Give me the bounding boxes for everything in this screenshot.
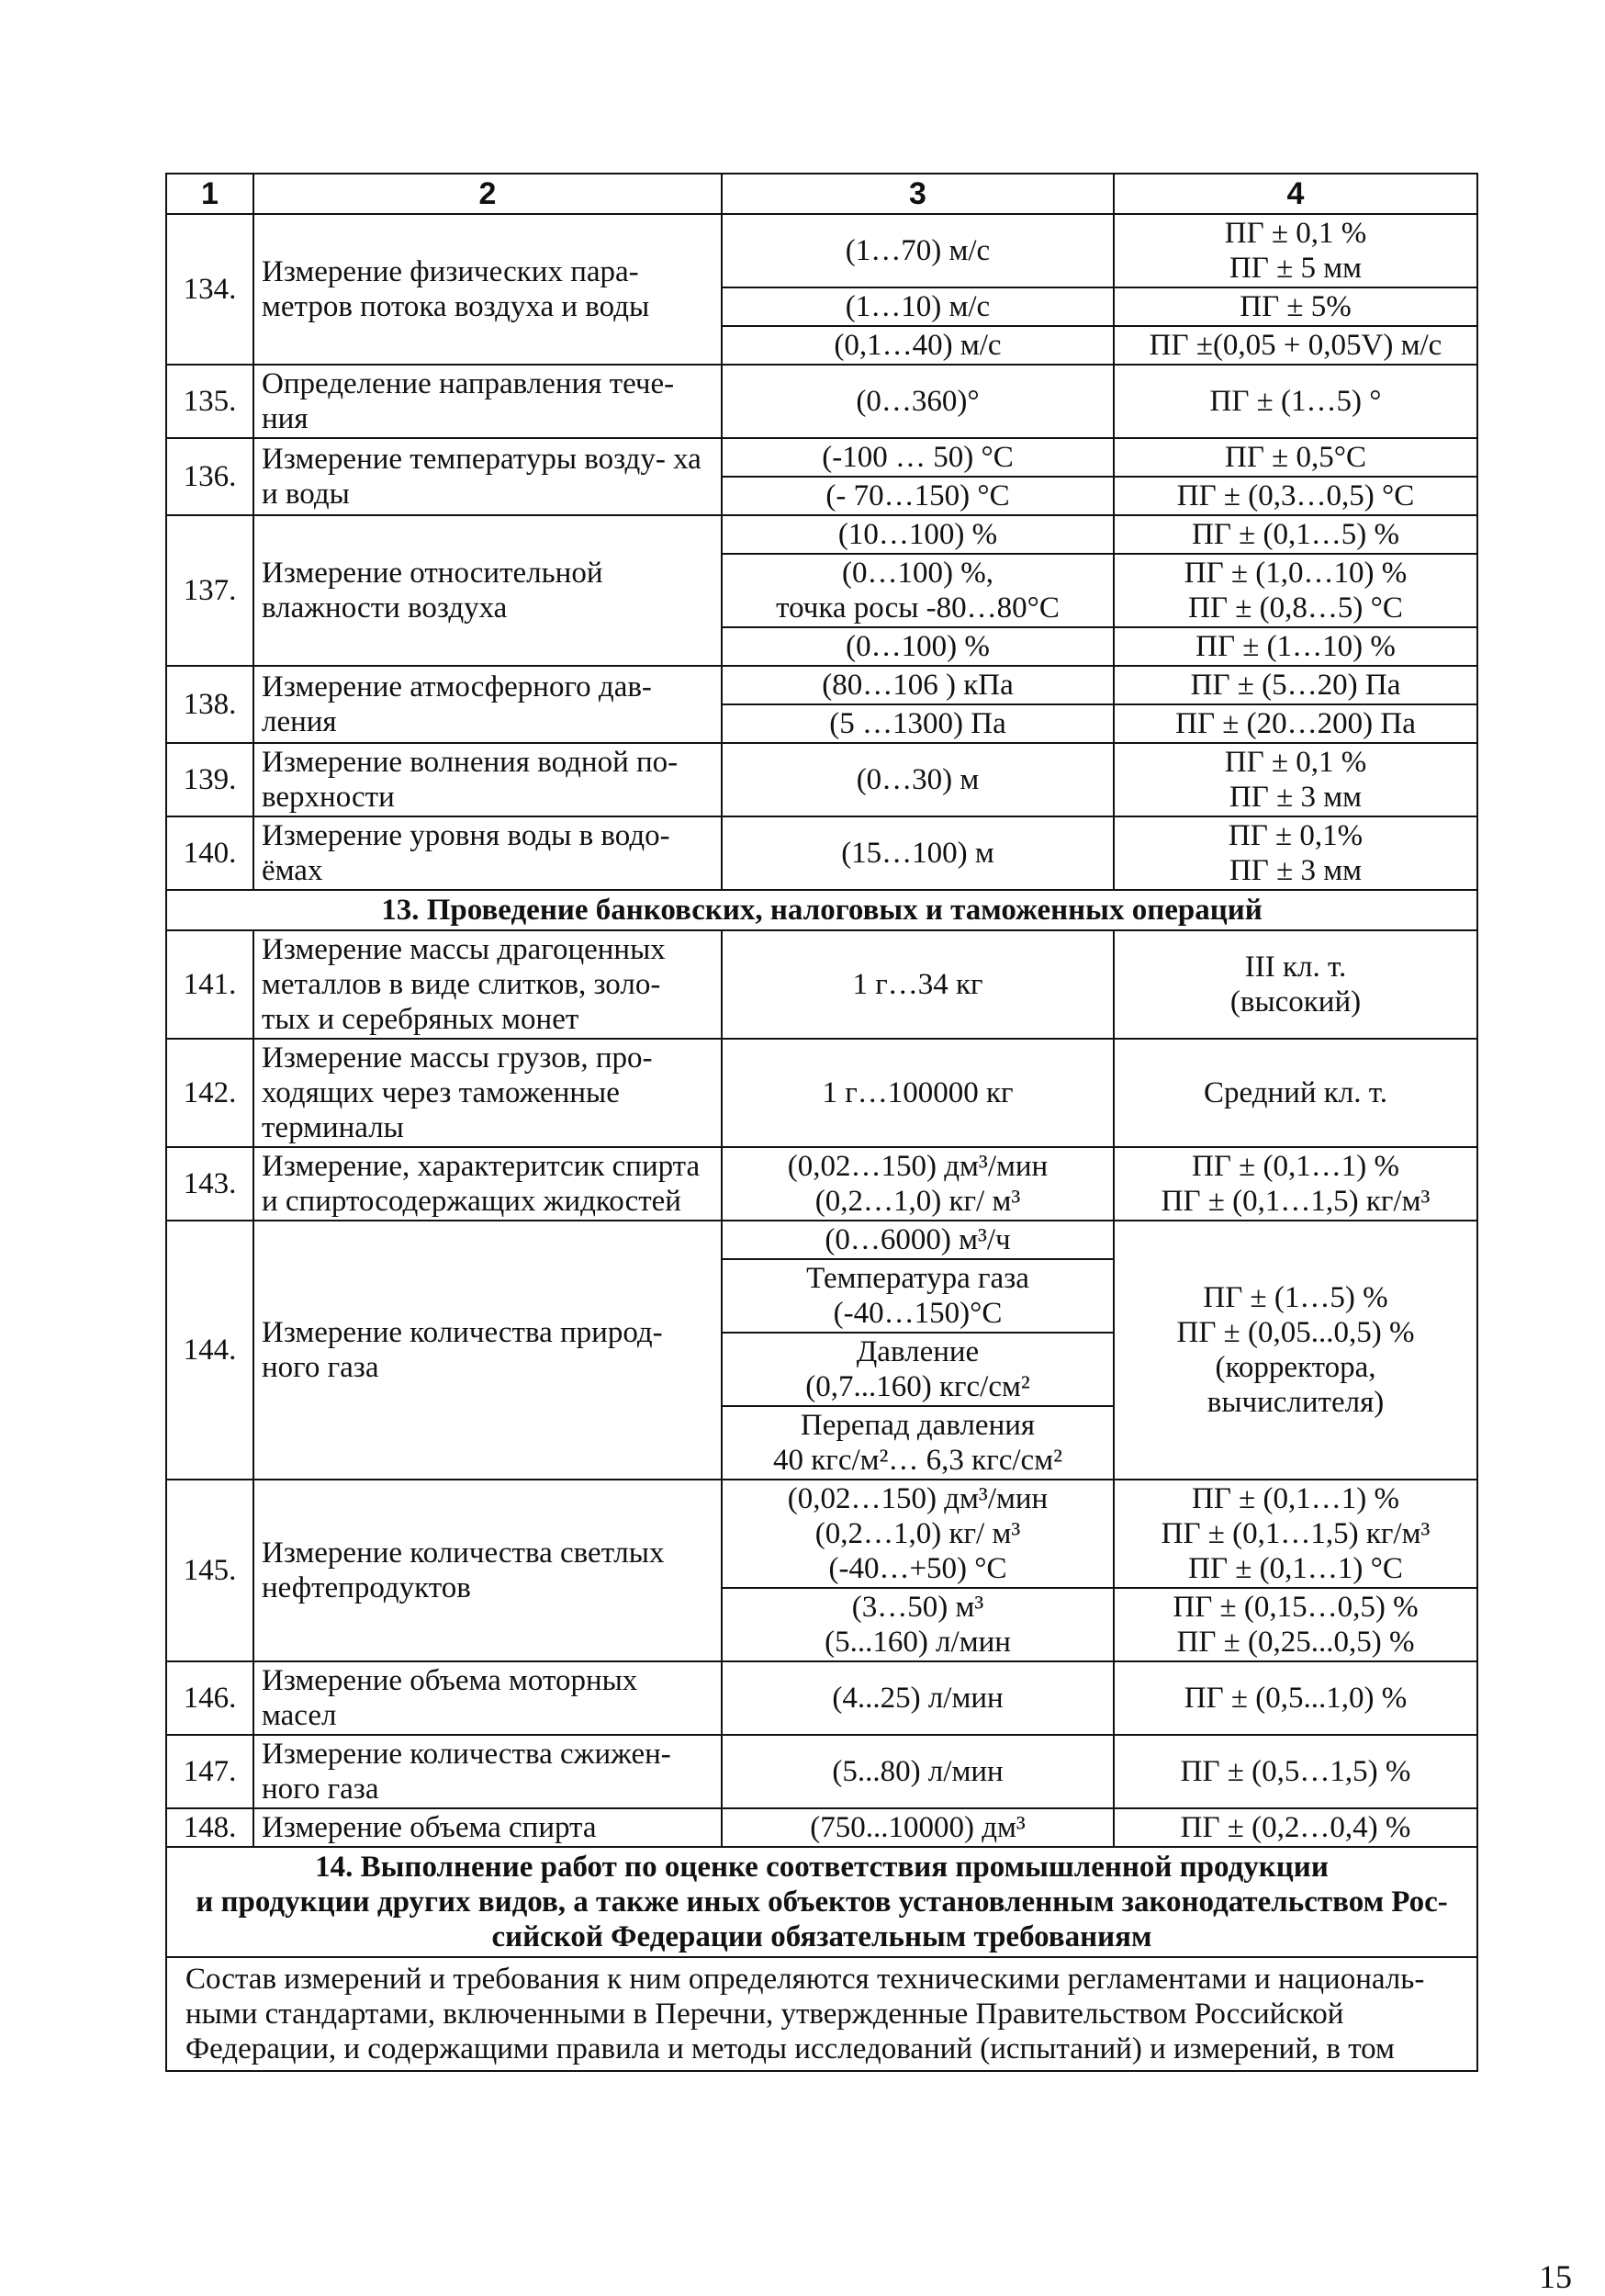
section-14-heading: 14. Выполнение работ по оценке соответствия промышленной продукции и продукции других видов, а также иных объектов установленным законодательством Рос- сийской Федерации обязательным требованиям bbox=[166, 1847, 1477, 1957]
measurement-name: Измерение объема моторных масел bbox=[253, 1661, 722, 1735]
measurement-name: Измерение, характеритсик спирта и спиртосодержащих жидкостей bbox=[253, 1147, 722, 1221]
measurement-range: (0…360)° bbox=[722, 365, 1114, 438]
measurement-name: Измерение относительной влажности воздуха bbox=[253, 515, 722, 666]
row-number: 138. bbox=[166, 666, 253, 743]
accuracy-value: ПГ ± (0,15…0,5) % ПГ ± (0,25...0,5) % bbox=[1114, 1588, 1477, 1661]
measurement-range: (-100 … 50) °С bbox=[722, 438, 1114, 477]
measurement-name: Измерение волнения водной по- верхности bbox=[253, 743, 722, 816]
measurement-range: (0…30) м bbox=[722, 743, 1114, 816]
measurement-range: (3…50) м³ (5...160) л/мин bbox=[722, 1588, 1114, 1661]
measurement-range: (5...80) л/мин bbox=[722, 1735, 1114, 1808]
table-row bbox=[166, 438, 1477, 477]
measurements-table bbox=[165, 173, 1478, 2072]
accuracy-value: ПГ ± (0,2…0,4) % bbox=[1114, 1808, 1477, 1847]
measurement-range: (80…106 ) кПа bbox=[722, 666, 1114, 704]
measurement-range: (0,02…150) дм³/мин (0,2…1,0) кг/ м³ bbox=[722, 1147, 1114, 1221]
measurement-range: Перепад давления 40 кгс/м²… 6,3 кгс/см² bbox=[722, 1406, 1114, 1480]
table-row bbox=[166, 365, 1477, 438]
measurement-name: Измерение температуры возду- ха и воды bbox=[253, 438, 722, 515]
measurement-range: (15…100) м bbox=[722, 816, 1114, 890]
accuracy-value: ПГ ± 0,1 % ПГ ± 3 мм bbox=[1114, 743, 1477, 816]
table-row bbox=[166, 1661, 1477, 1735]
row-number: 136. bbox=[166, 438, 253, 515]
measurement-name: Измерение массы драгоценных металлов в виде слитков, золо- тых и серебряных монет bbox=[253, 930, 722, 1039]
table-row bbox=[166, 515, 1477, 554]
section-14-description: Состав измерений и требования к ним определяются техническими регламентами и националь- ными стандартами, включенными в Перечни, утвержденные Правительством Российской Федерации, и содержащими правила и методы исследований (испытаний) и измерений, в том bbox=[166, 1957, 1477, 2071]
table-row bbox=[166, 214, 1477, 287]
accuracy-value: ПГ ± (0,3…0,5) °С bbox=[1114, 477, 1477, 515]
table-row bbox=[166, 816, 1477, 890]
page-number: 15 bbox=[1539, 2258, 1572, 2295]
table-header-row bbox=[166, 174, 1477, 214]
measurement-range: Температура газа (-40…150)°С bbox=[722, 1259, 1114, 1333]
table-row bbox=[166, 1735, 1477, 1808]
row-number: 142. bbox=[166, 1039, 253, 1147]
row-number: 148. bbox=[166, 1808, 253, 1847]
accuracy-value: ПГ ± 0,5°С bbox=[1114, 438, 1477, 477]
table-row bbox=[166, 1808, 1477, 1847]
column-header-2: 2 bbox=[253, 174, 722, 214]
table-row bbox=[166, 930, 1477, 1039]
measurement-range: (0…6000) м³/ч bbox=[722, 1221, 1114, 1259]
table-row bbox=[166, 666, 1477, 704]
accuracy-value: ПГ ± (0,5...1,0) % bbox=[1114, 1661, 1477, 1735]
measurement-range: (4...25) л/мин bbox=[722, 1661, 1114, 1735]
accuracy-value: ПГ ± (1,0…10) % ПГ ± (0,8…5) °С bbox=[1114, 554, 1477, 627]
accuracy-value: ПГ ± (0,1…1) % ПГ ± (0,1…1,5) кг/м³ ПГ ± (0,1…1) °С bbox=[1114, 1480, 1477, 1588]
accuracy-value: ПГ ± (0,1…1) % ПГ ± (0,1…1,5) кг/м³ bbox=[1114, 1147, 1477, 1221]
measurement-range: 1 г…100000 кг bbox=[722, 1039, 1114, 1147]
section-13-heading: 13. Проведение банковских, налоговых и таможенных операций bbox=[166, 890, 1477, 930]
row-number: 143. bbox=[166, 1147, 253, 1221]
column-header-3: 3 bbox=[722, 174, 1114, 214]
row-number: 144. bbox=[166, 1221, 253, 1480]
table-row bbox=[166, 743, 1477, 816]
measurement-name: Измерение количества природ- ного газа bbox=[253, 1221, 722, 1480]
table-row bbox=[166, 1480, 1477, 1588]
row-number: 135. bbox=[166, 365, 253, 438]
section-row bbox=[166, 1847, 1477, 1957]
column-header-4: 4 bbox=[1114, 174, 1477, 214]
measurement-range: (750...10000) дм³ bbox=[722, 1808, 1114, 1847]
accuracy-value: ПГ ± (1…5) % ПГ ± (0,05...0,5) % (корректора, вычислителя) bbox=[1114, 1221, 1477, 1480]
table-row bbox=[166, 1221, 1477, 1259]
measurement-range: (1…70) м/с bbox=[722, 214, 1114, 287]
measurement-range: (0…100) %, точка росы -80…80°С bbox=[722, 554, 1114, 627]
measurement-name: Измерение количества светлых нефтепродуктов bbox=[253, 1480, 722, 1661]
accuracy-value: III кл. т. (высокий) bbox=[1114, 930, 1477, 1039]
measurement-name: Измерение физических пара- метров потока воздуха и воды bbox=[253, 214, 722, 365]
accuracy-value: Средний кл. т. bbox=[1114, 1039, 1477, 1147]
table-row bbox=[166, 1147, 1477, 1221]
accuracy-value: ПГ ± (0,5…1,5) % bbox=[1114, 1735, 1477, 1808]
accuracy-value: ПГ ±(0,05 + 0,05V) м/с bbox=[1114, 326, 1477, 365]
accuracy-value: ПГ ± (1…10) % bbox=[1114, 627, 1477, 666]
measurement-range: (1…10) м/с bbox=[722, 287, 1114, 326]
row-number: 146. bbox=[166, 1661, 253, 1735]
measurement-range: (0…100) % bbox=[722, 627, 1114, 666]
table-row bbox=[166, 1039, 1477, 1147]
row-number: 147. bbox=[166, 1735, 253, 1808]
row-number: 140. bbox=[166, 816, 253, 890]
row-number: 141. bbox=[166, 930, 253, 1039]
measurement-range: (- 70…150) °С bbox=[722, 477, 1114, 515]
measurement-range: (0,02…150) дм³/мин (0,2…1,0) кг/ м³ (-40…+50) °С bbox=[722, 1480, 1114, 1588]
measurement-name: Измерение объема спирта bbox=[253, 1808, 722, 1847]
measurement-name: Измерение количества сжижен- ного газа bbox=[253, 1735, 722, 1808]
measurement-name: Измерение атмосферного дав- ления bbox=[253, 666, 722, 743]
section-text-row bbox=[166, 1957, 1477, 2071]
measurement-range: (10…100) % bbox=[722, 515, 1114, 554]
measurement-name: Измерение массы грузов, про- ходящих через таможенные терминалы bbox=[253, 1039, 722, 1147]
measurement-range: (5 …1300) Па bbox=[722, 704, 1114, 743]
accuracy-value: ПГ ± 0,1 % ПГ ± 5 мм bbox=[1114, 214, 1477, 287]
accuracy-value: ПГ ± (1…5) ° bbox=[1114, 365, 1477, 438]
measurement-range: 1 г…34 кг bbox=[722, 930, 1114, 1039]
accuracy-value: ПГ ± (5…20) Па bbox=[1114, 666, 1477, 704]
section-row bbox=[166, 890, 1477, 930]
row-number: 134. bbox=[166, 214, 253, 365]
row-number: 137. bbox=[166, 515, 253, 666]
column-header-1: 1 bbox=[166, 174, 253, 214]
accuracy-value: ПГ ± 5% bbox=[1114, 287, 1477, 326]
accuracy-value: ПГ ± (0,1…5) % bbox=[1114, 515, 1477, 554]
accuracy-value: ПГ ± 0,1% ПГ ± 3 мм bbox=[1114, 816, 1477, 890]
measurement-range: Давление (0,7...160) кгс/см² bbox=[722, 1333, 1114, 1406]
document-page bbox=[165, 173, 1572, 2295]
measurement-name: Определение направления тече- ния bbox=[253, 365, 722, 438]
measurement-name: Измерение уровня воды в водо- ёмах bbox=[253, 816, 722, 890]
row-number: 145. bbox=[166, 1480, 253, 1661]
measurement-range: (0,1…40) м/с bbox=[722, 326, 1114, 365]
row-number: 139. bbox=[166, 743, 253, 816]
accuracy-value: ПГ ± (20…200) Па bbox=[1114, 704, 1477, 743]
